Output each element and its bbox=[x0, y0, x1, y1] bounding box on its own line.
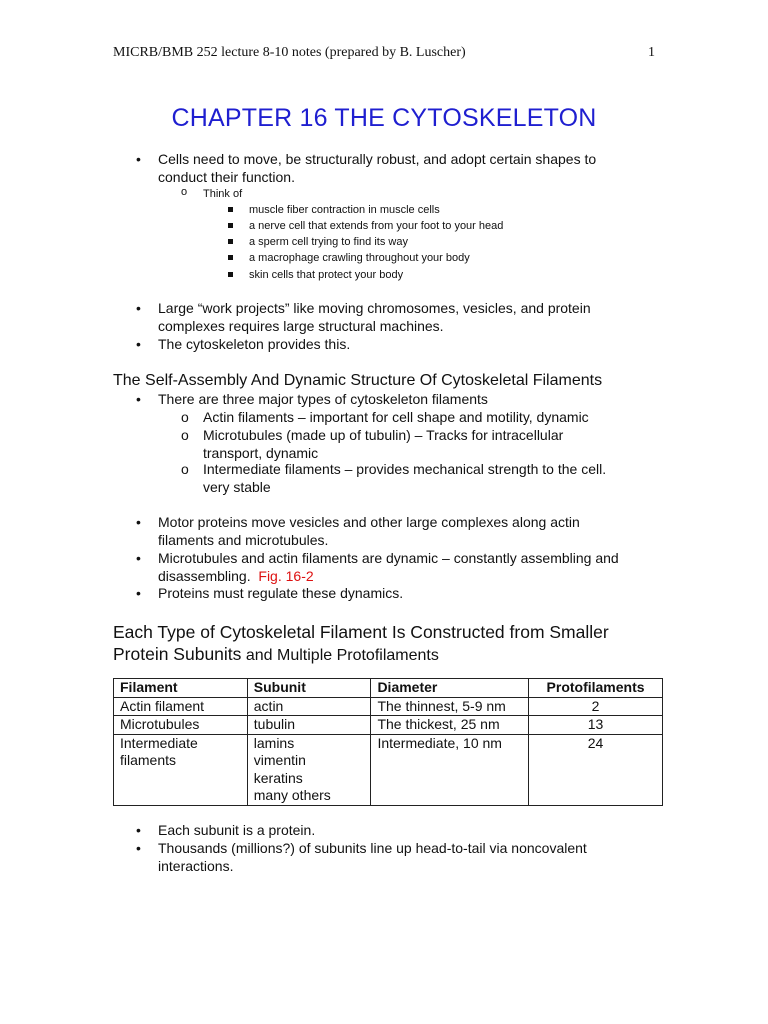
table-cell: The thickest, 25 nm bbox=[371, 716, 529, 735]
bullet-text: There are three major types of cytoskeleton filaments bbox=[158, 391, 488, 407]
circle-bullet-icon: o bbox=[181, 186, 188, 198]
square-bullet-icon bbox=[228, 255, 233, 260]
bullet-text: Large “work projects” like moving chromosomes, vesicles, and protein bbox=[158, 300, 591, 316]
sub-item-intermediate bbox=[181, 461, 607, 496]
bullet-text: conduct their function. bbox=[158, 168, 295, 185]
table-header-row bbox=[114, 679, 663, 698]
table-cell: 13 bbox=[529, 716, 663, 735]
table-row bbox=[114, 716, 663, 735]
subunit-item: lamins bbox=[253, 734, 295, 751]
bullet-icon: • bbox=[136, 336, 141, 352]
example-item: a macrophage crawling throughout your body bbox=[249, 252, 470, 264]
heading-line: and Multiple Protofilaments bbox=[241, 647, 439, 664]
example-item: a nerve cell that extends from your foot to your head bbox=[249, 220, 504, 232]
example-item: muscle fiber contraction in muscle cells bbox=[249, 204, 440, 216]
bullet-icon: • bbox=[136, 822, 141, 838]
bullet-text: Thousands (millions?) of subunits line up head-to-tail via noncovalent bbox=[158, 840, 587, 856]
table-cell: actin bbox=[247, 697, 371, 716]
table-row bbox=[114, 734, 663, 805]
bullet-text: Proteins must regulate these dynamics. bbox=[158, 585, 404, 601]
example-item: a sperm cell trying to find its way bbox=[249, 236, 408, 248]
bullet-text: Motor proteins move vesicles and other large complexes along actin bbox=[158, 514, 580, 530]
bullet-text: Each subunit is a protein. bbox=[158, 822, 316, 838]
subunit-item: vimentin bbox=[253, 752, 306, 768]
example-item: skin cells that protect your body bbox=[249, 269, 404, 281]
figure-reference-link[interactable]: Fig. 16-2 bbox=[258, 567, 314, 584]
table-cell: 2 bbox=[529, 697, 663, 716]
think-of-label: Think of bbox=[203, 188, 243, 200]
table-row bbox=[114, 697, 663, 716]
circle-bullet-icon: o bbox=[181, 427, 189, 443]
square-bullet-icon bbox=[228, 223, 233, 228]
sub-item-text: very stable bbox=[203, 478, 271, 495]
table-cell: tubulin bbox=[247, 716, 371, 735]
sub-item-microtubules bbox=[181, 427, 564, 462]
heading-line: Protein Subunits bbox=[113, 644, 242, 664]
section1-bullet-2 bbox=[136, 514, 580, 549]
table-cell: The thinnest, 5-9 nm bbox=[371, 697, 529, 716]
bullet-text: Microtubules and actin filaments are dynamic – constantly assembling and bbox=[158, 550, 619, 566]
intro-bullet-1 bbox=[136, 151, 597, 186]
bullet-icon: • bbox=[136, 840, 141, 856]
closing-bullet-1 bbox=[136, 822, 316, 840]
table-cell: Intermediate, 10 nm bbox=[371, 734, 529, 805]
column-header: Subunit bbox=[247, 679, 371, 698]
sub-item-actin bbox=[181, 409, 589, 427]
sub-item-text: transport, dynamic bbox=[203, 444, 319, 461]
bullet-icon: • bbox=[136, 300, 141, 316]
table-cell: 24 bbox=[529, 734, 663, 805]
sub-item-text: Intermediate filaments – provides mechanical strength to the cell. bbox=[203, 461, 607, 477]
subunit-item: many others bbox=[253, 787, 331, 803]
bullet-icon: • bbox=[136, 585, 141, 601]
table-cell bbox=[247, 734, 371, 805]
column-header: Diameter bbox=[371, 679, 529, 698]
column-header: Filament bbox=[114, 679, 248, 698]
section1-bullet-4 bbox=[136, 585, 404, 603]
page-header bbox=[113, 45, 655, 61]
bullet-icon: • bbox=[136, 151, 141, 167]
page-number: 1 bbox=[648, 45, 655, 60]
square-bullet-icon bbox=[228, 207, 233, 212]
bullet-text: The cytoskeleton provides this. bbox=[158, 336, 351, 352]
header-text: MICRB/BMB 252 lecture 8-10 notes (prepared by B. Luscher) bbox=[113, 45, 466, 60]
bullet-icon: • bbox=[136, 550, 141, 566]
filament-table bbox=[113, 678, 663, 806]
bullet-text: Cells need to move, be structurally robust, and adopt certain shapes to bbox=[158, 151, 597, 167]
bullet-text: disassembling. bbox=[158, 567, 251, 584]
subunit-item: keratins bbox=[253, 769, 303, 786]
bullet-icon: • bbox=[136, 514, 141, 530]
circle-bullet-icon: o bbox=[181, 461, 189, 477]
bullet-text: complexes requires large structural machines. bbox=[158, 317, 444, 334]
sub-item-text: Actin filaments – important for cell shape and motility, dynamic bbox=[203, 409, 589, 425]
intro-bullet-3 bbox=[136, 336, 351, 354]
section-heading-self-assembly: The Self-Assembly And Dynamic Structure Of Cytoskeletal Filaments bbox=[113, 372, 603, 389]
section1-bullet-3 bbox=[136, 550, 619, 585]
bullet-text: filaments and microtubules. bbox=[158, 531, 329, 548]
sub-item-text: Microtubules (made up of tubulin) – Tracks for intracellular bbox=[203, 427, 564, 443]
intro-bullet-2 bbox=[136, 300, 591, 335]
closing-bullet-2 bbox=[136, 840, 587, 875]
column-header: Protofilaments bbox=[529, 679, 663, 698]
bullet-text: interactions. bbox=[158, 857, 234, 874]
chapter-title: CHAPTER 16 THE CYTOSKELETON bbox=[171, 104, 597, 132]
table-cell: Actin filament bbox=[114, 697, 248, 716]
section-heading-subunits bbox=[113, 621, 609, 667]
heading-line: Each Type of Cytoskeletal Filament Is Constructed from Smaller bbox=[113, 622, 609, 642]
bullet-icon: • bbox=[136, 391, 141, 407]
table-cell: Intermediate filaments bbox=[114, 734, 248, 805]
circle-bullet-icon: o bbox=[181, 409, 189, 425]
section1-bullet-1 bbox=[136, 391, 488, 409]
square-bullet-icon bbox=[228, 272, 233, 277]
square-bullet-icon bbox=[228, 239, 233, 244]
table-cell: Microtubules bbox=[114, 716, 248, 735]
